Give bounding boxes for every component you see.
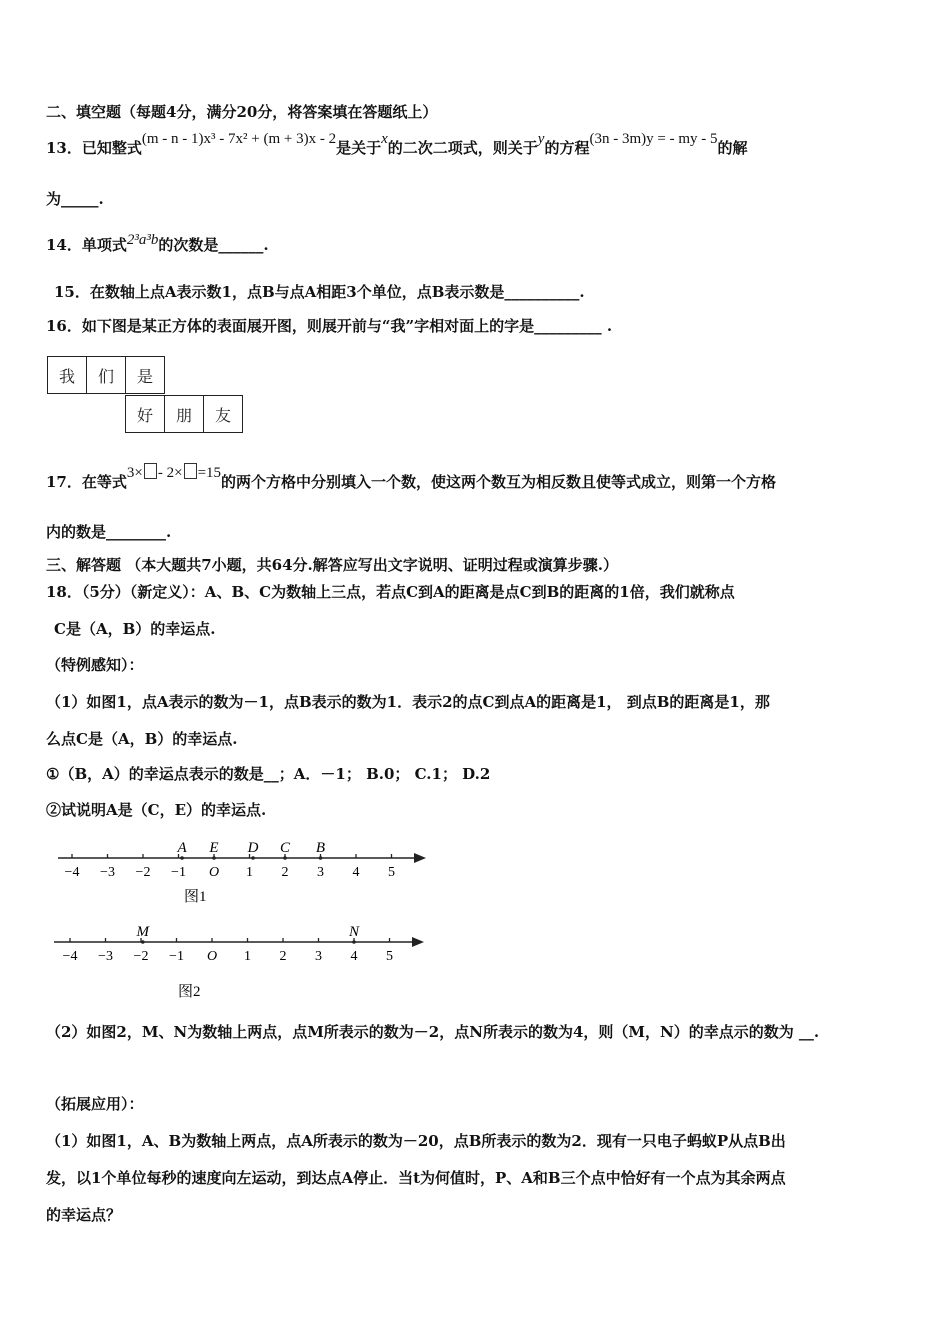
tick-label: 3: [317, 865, 324, 880]
q18-line-7: ②试说明A是（C，E）的幸运点.: [46, 801, 267, 819]
point-label: N: [348, 924, 360, 940]
point-label: A: [177, 840, 187, 856]
tick-label: 5: [386, 949, 393, 964]
tick-label: −1: [171, 865, 186, 880]
point-label: M: [136, 924, 150, 940]
q14-expression: 2³a³b: [126, 232, 159, 248]
tick-label: −3: [100, 865, 115, 880]
tick-label: −1: [169, 949, 184, 964]
q17-text-b: 的两个方格中分别填入一个数，使这两个数互为相反数且使等式成立，则第一个方格: [221, 473, 777, 491]
fig1-arrow: [414, 853, 426, 863]
q13-expression-2: (3n - 3m)y = - my - 5: [589, 131, 718, 147]
cube-face-1: 我: [47, 356, 87, 394]
blank-box-1: [144, 463, 157, 479]
q17-eq-part-c: =15: [197, 465, 222, 481]
tick-label: −3: [98, 949, 113, 964]
q13-text-e: 的解: [717, 139, 748, 157]
q14-text-a: 14．单项式: [46, 236, 127, 254]
tick-label: 4: [352, 865, 360, 880]
tick-label: O: [208, 865, 220, 880]
q18-line-8: （2）如图2，M、N为数轴上两点，点M所表示的数为－2，点N所表示的数为4，则（M，N）的幸点示的数为 __.: [46, 1023, 820, 1041]
point-dot: [212, 856, 216, 860]
tick-label: −2: [135, 865, 151, 880]
q17-text-a: 17．在等式: [46, 473, 127, 491]
q18-line-6: ①（B，A）的幸运点表示的数是__；A．－1； B.0； C.1； D.2: [46, 765, 491, 783]
q13-var-y: y: [537, 131, 545, 147]
question-17: [46, 465, 777, 493]
q17-equation: [127, 465, 221, 481]
q13-var-x: x: [381, 131, 388, 147]
tick-label: 4: [350, 949, 358, 964]
q18-line-1: 18．（5分）（新定义）：A、B、C为数轴上三点，若点C到A的距离是点C到B的距离的1倍，我们就称点: [46, 583, 735, 601]
question-17-line-2: 内的数是________.: [46, 523, 172, 541]
q14-text-b: 的次数是______.: [158, 236, 269, 254]
q18-line-12: 的幸运点？: [46, 1206, 122, 1224]
q18-line-3: （特例感知）：: [46, 656, 144, 674]
q18-line-10: （1）如图1，A、B为数轴上两点，点A所表示的数为－20，点B所表示的数为2．现有一只电子蚂蚁P从点B出: [46, 1132, 786, 1150]
fig1-caption: 图1: [184, 889, 207, 905]
tick-label: 1: [246, 865, 253, 880]
cube-face-2: 们: [86, 356, 126, 394]
tick-label: −4: [64, 865, 80, 880]
q17-eq-part-a: 3×: [126, 465, 143, 481]
fig2-arrow: [412, 937, 424, 947]
q18-line-2: C是（A，B）的幸运点.: [54, 620, 216, 638]
q13-text-b: 是关于: [336, 139, 382, 157]
cube-face-5: 朋: [164, 395, 204, 433]
blank-box-2: [184, 463, 197, 479]
section-3-title: 三、解答题 （本大题共7小题，共64分.解答应写出文字说明、证明过程或演算步骤.）: [46, 556, 618, 574]
cube-face-3: 是: [125, 356, 165, 394]
q17-eq-part-b: - 2×: [157, 465, 183, 481]
fig1-points: [176, 840, 325, 860]
question-16: 16．如下图是某正方体的表面展开图，则展开前与“我”字相对面上的字是_________ .: [46, 317, 613, 335]
q18-line-9: （拓展应用）：: [46, 1095, 144, 1113]
question-13: [46, 131, 748, 159]
q13-text-a: 13．已知整式: [46, 139, 142, 157]
q13-text-c: 的二次二项式，则关于: [387, 139, 538, 157]
point-dot: [180, 856, 184, 860]
question-14: [46, 232, 269, 256]
tick-label: 1: [244, 949, 251, 964]
question-13-line-2: 为_____.: [46, 190, 104, 208]
number-line-figure-2: [40, 915, 440, 1005]
fig2-caption: 图2: [178, 984, 201, 1000]
point-dot: [141, 940, 145, 944]
tick-label: 2: [281, 865, 289, 880]
q18-line-5: 么点C是（A，B）的幸运点.: [46, 730, 238, 748]
point-label: E: [209, 840, 219, 856]
tick-label: 3: [315, 949, 322, 964]
tick-label: −2: [133, 949, 149, 964]
point-dot: [319, 856, 323, 860]
point-dot: [283, 856, 287, 860]
tick-label: O: [206, 949, 218, 964]
point-label: B: [315, 840, 326, 856]
number-line-figure-1: [40, 830, 440, 910]
q18-line-4: （1）如图1，点A表示的数为－1，点B表示的数为1．表示2的点C到点A的距离是1， 到点B的距离是1，那: [46, 693, 770, 711]
point-dot: [352, 940, 356, 944]
question-15: 15．在数轴上点A表示数1，点B与点A相距3个单位，点B表示数是__________.: [54, 283, 585, 301]
point-dot: [251, 856, 255, 860]
tick-label: −4: [62, 949, 78, 964]
section-2-title: 二、填空题（每题4分，满分20分，将答案填在答题纸上）: [46, 103, 438, 121]
point-label: C: [279, 840, 291, 856]
tick-label: 5: [388, 865, 395, 880]
point-label: D: [247, 840, 259, 856]
cube-face-4: 好: [125, 395, 165, 433]
q13-expression-1: (m - n - 1)x³ - 7x² + (m + 3)x - 2: [141, 131, 337, 147]
q18-line-11: 发，以1个单位每秒的速度向左运动，到达点A停止．当t为何值时，P、A和B三个点中恰好有一个点为其余两点: [46, 1169, 786, 1187]
tick-label: 2: [279, 949, 287, 964]
cube-face-6: 友: [203, 395, 243, 433]
q13-text-d: 的方程: [544, 139, 590, 157]
